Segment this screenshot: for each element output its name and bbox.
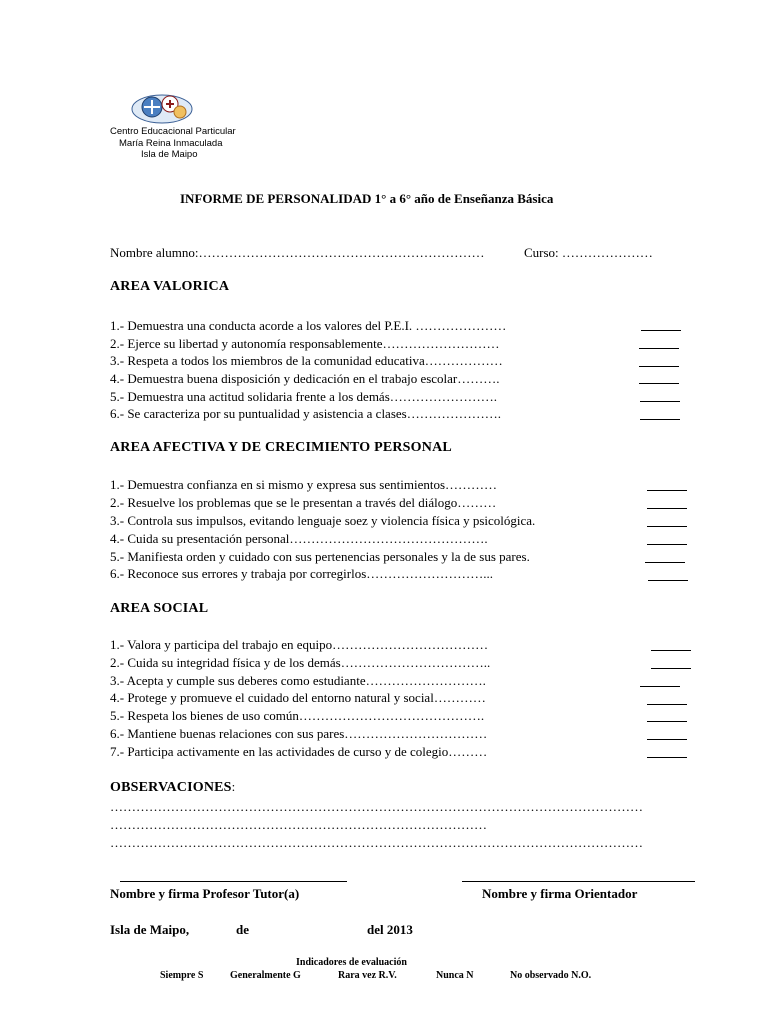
- list-item: 1.- Valora y participa del trabajo en equipo………………………………: [110, 637, 489, 652]
- answer-blank[interactable]: [641, 330, 681, 331]
- orientador-signature-line[interactable]: [462, 881, 695, 882]
- answer-blank[interactable]: [640, 686, 680, 687]
- document-title: INFORME DE PERSONALIDAD 1° a 6° año de Enseñanza Básica: [180, 191, 554, 206]
- answer-blank[interactable]: [647, 544, 687, 545]
- answer-blank[interactable]: [645, 562, 685, 563]
- school-logo: [130, 92, 194, 126]
- answer-blank[interactable]: [647, 526, 687, 527]
- school-location: Isla de Maipo: [141, 149, 198, 160]
- observations-line[interactable]: ……………………………………………………………………………: [110, 817, 487, 832]
- list-item: 6.- Mantiene buenas relaciones con sus pares……………………………: [110, 726, 488, 741]
- answer-blank[interactable]: [639, 366, 679, 367]
- list-item: 1.- Demuestra confianza en si mismo y expresa sus sentimientos…………: [110, 477, 498, 492]
- indicator-generalmente: Generalmente G: [230, 970, 301, 981]
- list-item: 6.- Reconoce sus errores y trabaja por corregirlos………………………...: [110, 566, 494, 581]
- tutor-signature-line[interactable]: [120, 881, 347, 882]
- course-label: Curso: …………………: [524, 245, 653, 260]
- answer-blank[interactable]: [639, 348, 679, 349]
- section-title-afectiva: AREA AFECTIVA Y DE CRECIMIENTO PERSONAL: [110, 440, 452, 455]
- list-item: 7.- Participa activamente en las actividades de curso y de colegio………: [110, 744, 488, 759]
- list-item: 4.- Demuestra buena disposición y dedicación en el trabajo escolar……….: [110, 371, 500, 386]
- answer-blank[interactable]: [647, 721, 687, 722]
- answer-blank[interactable]: [639, 383, 679, 384]
- answer-blank[interactable]: [647, 757, 687, 758]
- observations-colon: :: [231, 779, 236, 794]
- student-name-label: Nombre alumno:…………………………………………………………: [110, 245, 485, 260]
- answer-blank[interactable]: [647, 739, 687, 740]
- answer-blank[interactable]: [647, 704, 687, 705]
- observations-line[interactable]: ……………………………………………………………………………………………………………: [110, 835, 643, 850]
- indicators-title: Indicadores de evaluación: [296, 957, 407, 968]
- list-item: 3.- Controla sus impulsos, evitando lenguaje soez y violencia física y psicológica.: [110, 513, 536, 528]
- section-title-valorica: AREA VALORICA: [110, 279, 230, 294]
- date-de-label: de: [236, 922, 249, 937]
- list-item: 4.- Protege y promueve el cuidado del entorno natural y social…………: [110, 690, 486, 705]
- indicator-no-observado: No observado N.O.: [510, 970, 592, 981]
- list-item: 3.- Acepta y cumple sus deberes como estudiante……………………….: [110, 673, 486, 688]
- answer-blank[interactable]: [647, 490, 687, 491]
- school-name-line1: Centro Educacional Particular: [110, 126, 236, 137]
- list-item: 2.- Cuida su integridad física y de los demás……………………………..: [110, 655, 491, 670]
- answer-blank[interactable]: [640, 401, 680, 402]
- list-item: 5.- Respeta los bienes de uso común…………………………………….: [110, 708, 485, 723]
- list-item: 4.- Cuida su presentación personal……………………………………….: [110, 531, 488, 546]
- list-item: 1.- Demuestra una conducta acorde a los valores del P.E.I. …………………: [110, 318, 507, 333]
- observations-line[interactable]: ……………………………………………………………………………………………………………: [110, 799, 643, 814]
- list-item: 5.- Demuestra una actitud solidaria frente a los demás…………………….: [110, 389, 498, 404]
- answer-blank[interactable]: [647, 508, 687, 509]
- answer-blank[interactable]: [651, 668, 691, 669]
- observations-label: OBSERVACIONES: [110, 780, 232, 795]
- answer-blank[interactable]: [651, 650, 691, 651]
- school-name-line2: María Reina Inmaculada: [119, 138, 223, 149]
- answer-blank[interactable]: [640, 419, 680, 420]
- orientador-signature-label: Nombre y firma Orientador: [482, 886, 638, 901]
- place-label: Isla de Maipo,: [110, 922, 190, 937]
- list-item: 2.- Resuelve los problemas que se le presentan a través del diálogo………: [110, 495, 497, 510]
- list-item: 3.- Respeta a todos los miembros de la comunidad educativa………………: [110, 353, 503, 368]
- answer-blank[interactable]: [648, 580, 688, 581]
- list-item: 5.- Manifiesta orden y cuidado con sus pertenencias personales y la de sus pares.: [110, 549, 530, 564]
- tutor-signature-label: Nombre y firma Profesor Tutor(a): [110, 886, 300, 901]
- indicator-rara-vez: Rara vez R.V.: [338, 970, 397, 981]
- indicator-nunca: Nunca N: [436, 970, 474, 981]
- date-year-label: del 2013: [367, 922, 413, 937]
- logo-emblem-icon: [130, 92, 194, 126]
- observations-heading: [110, 778, 235, 796]
- section-title-social: AREA SOCIAL: [110, 601, 209, 616]
- list-item: 6.- Se caracteriza por su puntualidad y asistencia a clases………………….: [110, 406, 501, 421]
- indicator-siempre: Siempre S: [160, 970, 204, 981]
- list-item: 2.- Ejerce su libertad y autonomía responsablemente………………………: [110, 336, 500, 351]
